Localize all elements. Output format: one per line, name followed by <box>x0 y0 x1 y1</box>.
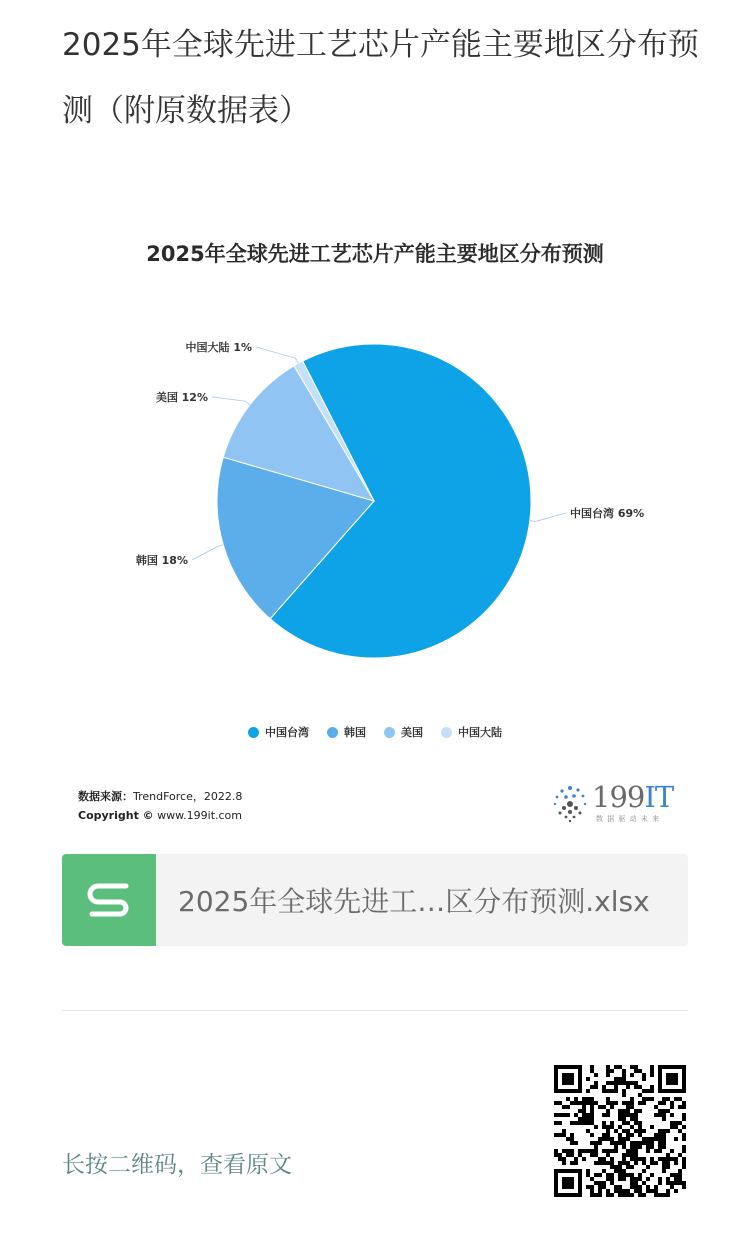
pie-label-mainland: 中国大陆 1% <box>185 341 252 354</box>
attachment-filename[interactable]: 2025年全球先进工…区分布预测.xlsx <box>178 885 650 918</box>
legend-label: 美国 <box>401 726 423 739</box>
pie-leader-line <box>256 347 298 363</box>
qr-prompt: 长按二维码，查看原文 <box>62 1152 292 1178</box>
copyright-url: www.199it.com <box>157 809 243 822</box>
pie-chart <box>62 200 688 720</box>
pie-leader-line <box>192 545 223 560</box>
legend-swatch <box>384 727 395 738</box>
article-title: 2025年全球先进工艺芯片产能主要地区分布预测（附原数据表） <box>62 27 699 129</box>
pie-label-taiwan: 中国台湾 69% <box>570 507 645 520</box>
pie-label-usa: 美国 12% <box>155 391 208 404</box>
legend-item <box>384 724 423 740</box>
legend-item <box>327 724 366 740</box>
qr-code-icon[interactable] <box>554 1065 686 1197</box>
chart-legend <box>62 724 688 740</box>
divider <box>62 1010 688 1011</box>
legend-label: 中国台湾 <box>265 726 309 739</box>
pie-label-korea: 韩国 18% <box>135 554 188 567</box>
brand-logo <box>550 778 678 828</box>
pie-leader-line <box>212 397 250 405</box>
legend-swatch <box>441 727 452 738</box>
brand-dots-icon <box>550 784 590 824</box>
legend-swatch <box>248 727 259 738</box>
chart-source <box>78 787 242 825</box>
legend-item <box>248 724 309 740</box>
attachment-card[interactable] <box>62 854 688 946</box>
legend-swatch <box>327 727 338 738</box>
source-text: TrendForce，2022.8 <box>133 790 243 803</box>
legend-item <box>441 724 502 740</box>
pie-leader-line <box>530 513 566 521</box>
brand-tagline: 数 据 驱 动 未 来 <box>596 815 661 823</box>
legend-label: 中国大陆 <box>458 726 502 739</box>
chart-image <box>62 200 688 840</box>
spreadsheet-s-icon <box>62 854 156 946</box>
brand-name: 199IT <box>592 780 674 814</box>
chart-title: 2025年全球先进工艺芯片产能主要地区分布预测 <box>146 242 604 266</box>
source-label: 数据来源： <box>78 790 133 803</box>
legend-label: 韩国 <box>344 726 366 739</box>
copyright-label: Copyright © <box>78 809 154 822</box>
